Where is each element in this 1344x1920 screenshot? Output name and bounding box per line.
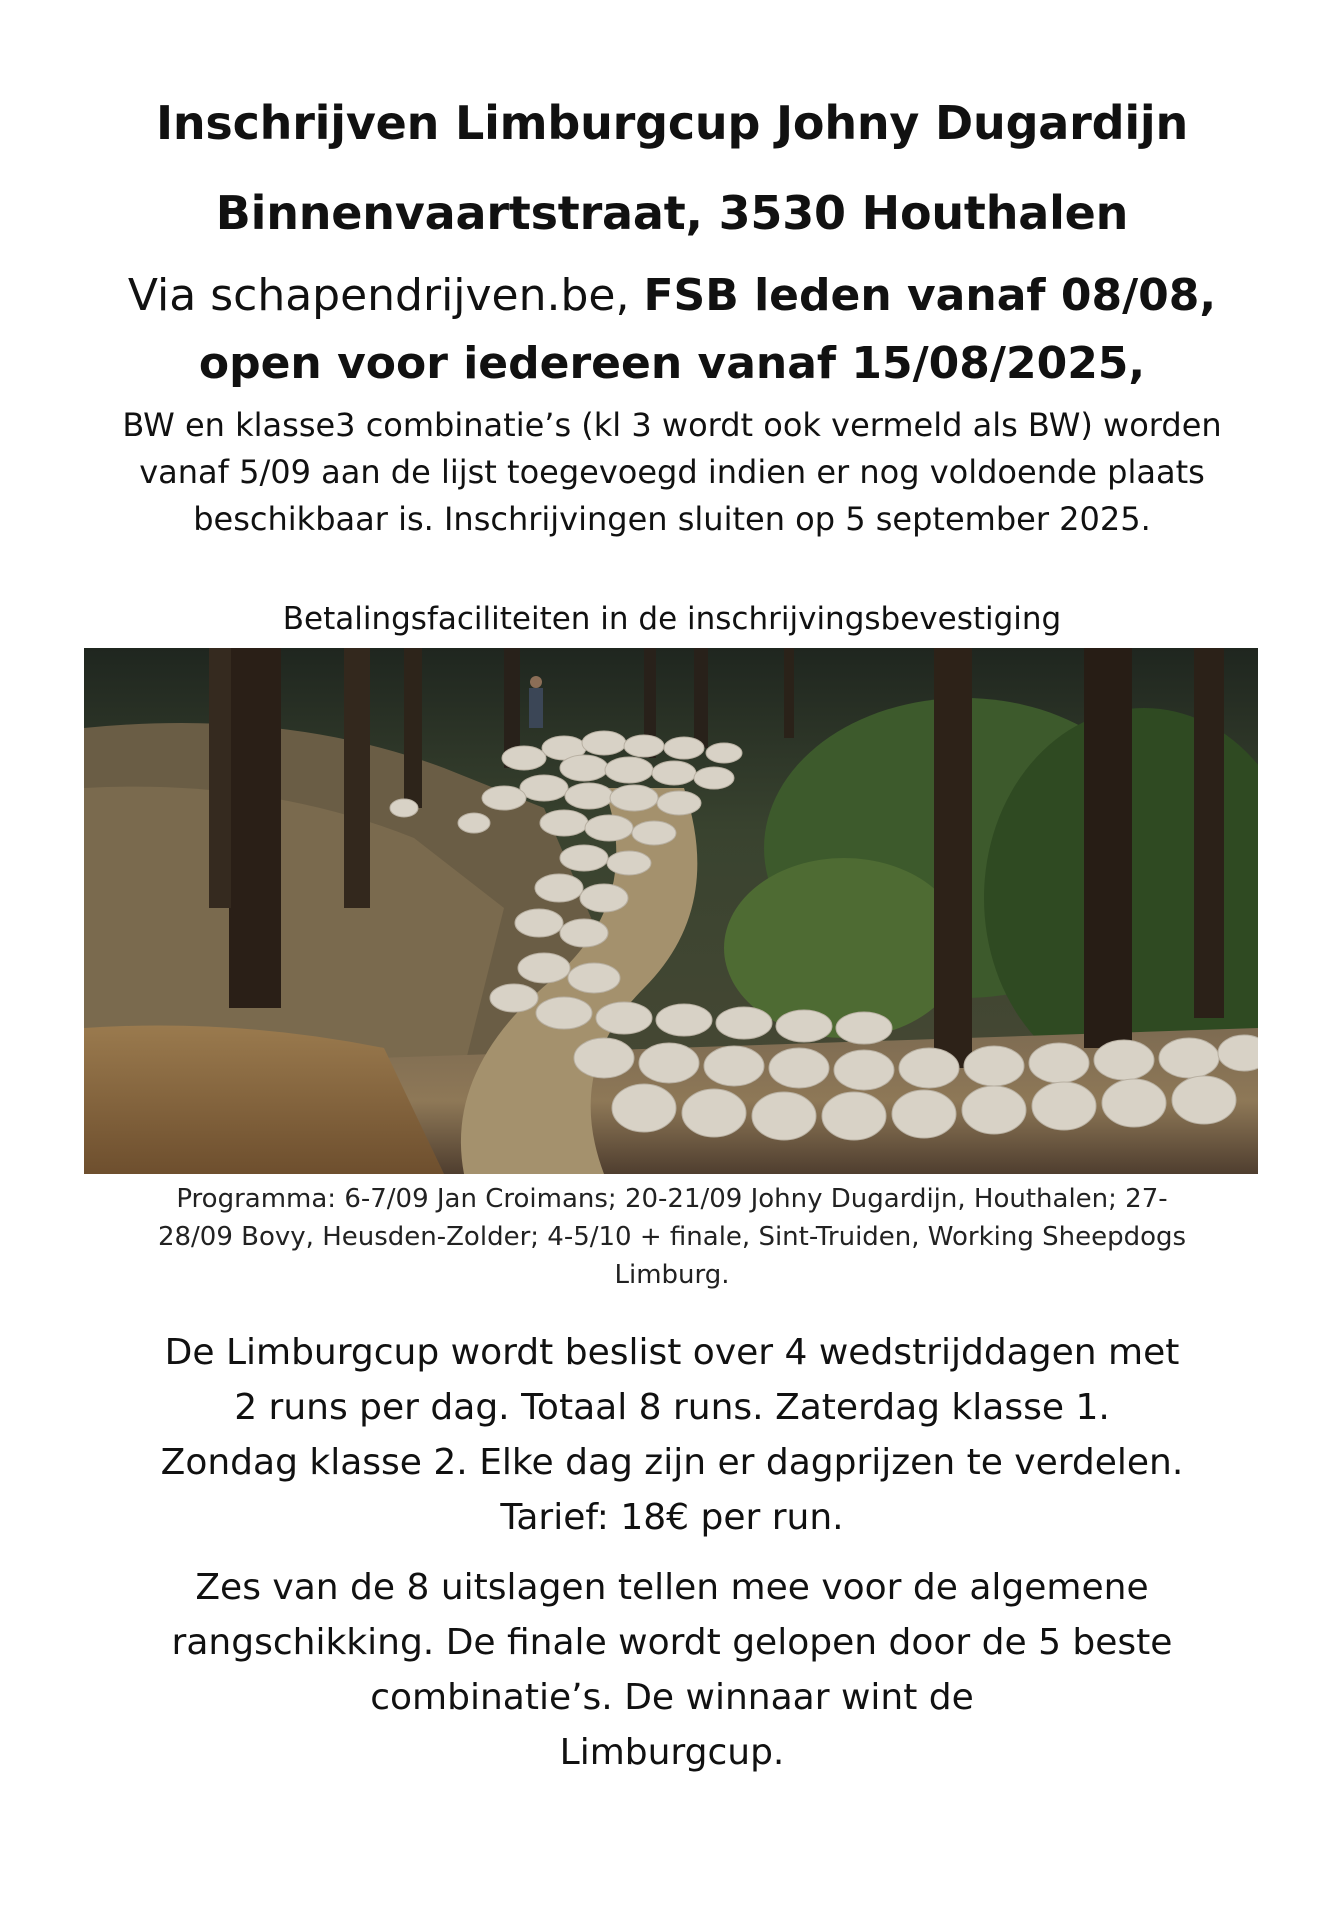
rules-line-4: Tarief: 18€ per run.	[500, 1497, 844, 1538]
rules-line-3: Zondag klasse 2. Elke dag zijn er dagprijzen te verdelen.	[160, 1442, 1184, 1483]
info-line-3: beschikbaar is. Inschrijvingen sluiten op 5 september 2025.	[193, 500, 1151, 538]
info-line-2: vanaf 5/09 aan de lijst toegevoegd indien er nog voldoende plaats	[139, 453, 1205, 491]
program-line-2: 28/09 Bovy, Heusden-Zolder; 4-5/10 + finale, Sint-Truiden, Working Sheepdogs	[157, 1222, 1187, 1252]
program-line-1: Programma: 6-7/09 Jan Croimans; 20-21/09 Johny Dugardijn, Houthalen; 27-	[176, 1184, 1168, 1214]
program-line-3: Limburg.	[614, 1260, 730, 1290]
page-title: Inschrijven Limburgcup Johny Dugardijn	[155, 96, 1189, 150]
payment-line: Betalingsfaciliteiten in de inschrijvingsbevestiging	[282, 601, 1062, 637]
open-registration-line: open voor iedereen vanaf 15/08/2025,	[198, 338, 1146, 389]
info-line-1: BW en klasse3 combinatie’s (kl 3 wordt ook vermeld als BW) worden	[122, 406, 1222, 444]
rules-line-1: De Limburgcup wordt beslist over 4 wedstrijddagen met	[164, 1332, 1180, 1373]
address-line: Binnenvaartstraat, 3530 Houthalen	[215, 186, 1129, 240]
ranking-line-4: Limburgcup.	[559, 1732, 785, 1773]
sheep-herd-photo	[84, 648, 1258, 1174]
ranking-line-1: Zes van de 8 uitslagen tellen mee voor de algemene	[195, 1567, 1149, 1608]
registration-line	[0, 270, 1344, 321]
registration-fsb-text: FSB leden vanaf 08/08,	[643, 270, 1217, 321]
registration-via-text: Via schapendrijven.be,	[127, 270, 644, 321]
ranking-line-3: combinatie’s. De winnaar wint de	[370, 1677, 974, 1718]
ranking-line-2: rangschikking. De finale wordt gelopen door de 5 beste	[171, 1622, 1173, 1663]
rules-line-2: 2 runs per dag. Totaal 8 runs. Zaterdag klasse 1.	[234, 1387, 1110, 1428]
